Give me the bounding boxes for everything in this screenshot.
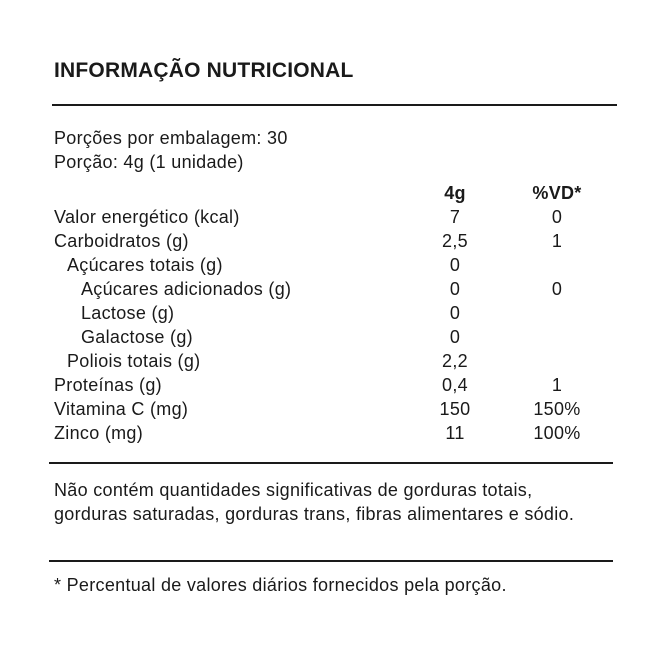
nutrient-name: Lactose (g) <box>81 303 175 323</box>
table-row <box>54 421 614 445</box>
nutrient-vd: 0 <box>551 207 563 227</box>
table-row <box>54 277 614 301</box>
table-row <box>54 397 614 421</box>
table-row <box>54 205 614 229</box>
vd-footnote: * Percentual de valores diários fornecidos pela porção. <box>54 575 507 595</box>
middle-divider <box>49 462 613 464</box>
amount-column-header: 4g <box>444 183 466 203</box>
nutrient-value: 0,4 <box>442 375 468 395</box>
nutrient-table <box>54 181 614 445</box>
nutrient-vd: 150% <box>533 399 581 419</box>
nutrient-name: Galactose (g) <box>81 327 193 347</box>
nutrient-vd: 1 <box>551 231 563 251</box>
nutrient-value: 0 <box>449 279 461 299</box>
nutrient-vd: 100% <box>533 423 581 443</box>
nutrient-vd: 1 <box>551 375 563 395</box>
nutrient-value: 2,5 <box>442 231 468 251</box>
nutrient-value: 0 <box>449 255 461 275</box>
table-row <box>54 325 614 349</box>
bottom-divider <box>49 560 613 562</box>
nutrient-vd: 0 <box>551 279 563 299</box>
nutrient-name: Açúcares adicionados (g) <box>81 279 292 299</box>
nutrient-value: 0 <box>449 303 461 323</box>
nutrient-name: Valor energético (kcal) <box>54 207 240 227</box>
top-divider <box>52 104 617 106</box>
table-row <box>54 229 614 253</box>
table-row <box>54 349 614 373</box>
portion-size: Porção: 4g (1 unidade) <box>54 152 244 172</box>
nutrient-name: Zinco (mg) <box>54 423 144 443</box>
nutrient-value: 0 <box>449 327 461 347</box>
table-header-row <box>54 181 614 205</box>
nutrient-value: 2,2 <box>442 351 468 371</box>
table-row <box>54 253 614 277</box>
servings-info <box>54 126 288 174</box>
panel-title: INFORMAÇÃO NUTRICIONAL <box>54 59 354 82</box>
nutrient-value: 11 <box>445 423 465 443</box>
nutrient-name: Vitamina C (mg) <box>54 399 189 419</box>
servings-per-package: Porções por embalagem: 30 <box>54 128 288 148</box>
nutrient-name: Açúcares totais (g) <box>67 255 223 275</box>
nutrient-value: 150 <box>439 399 471 419</box>
nutrient-name: Poliois totais (g) <box>67 351 201 371</box>
nutrient-name: Proteínas (g) <box>54 375 162 395</box>
vd-column-header: %VD* <box>532 183 582 203</box>
table-row <box>54 301 614 325</box>
table-row <box>54 373 614 397</box>
not-significant-notice: Não contém quantidades significativas de gorduras totais, gorduras saturadas, gorduras trans, fibras alimentares e sódio. <box>54 480 575 524</box>
nutrient-name: Carboidratos (g) <box>54 231 189 251</box>
nutrient-value: 7 <box>449 207 461 227</box>
